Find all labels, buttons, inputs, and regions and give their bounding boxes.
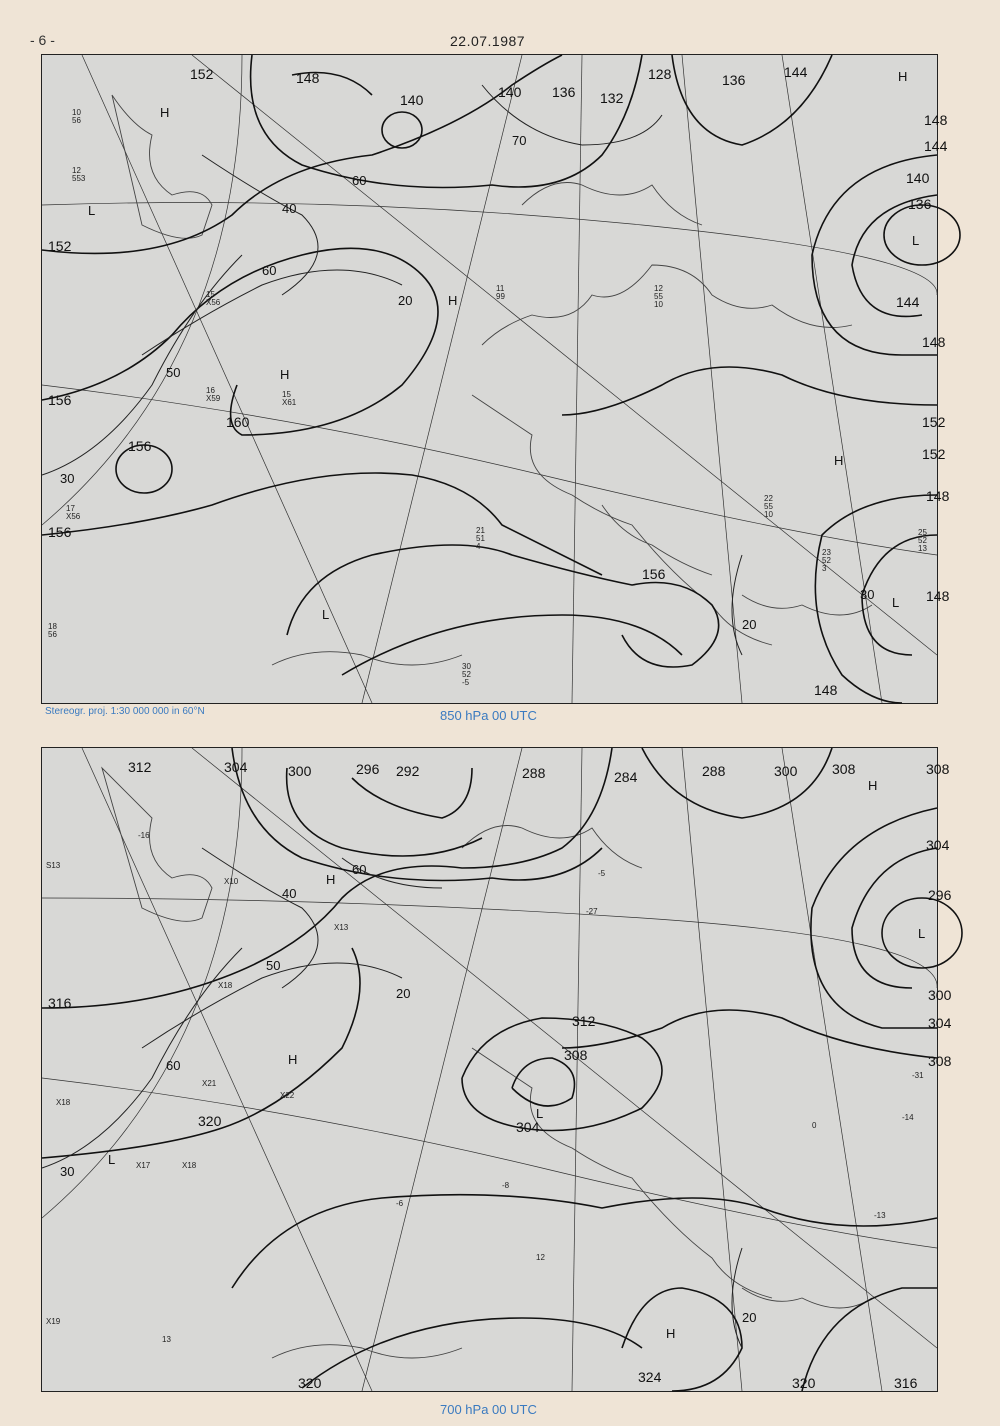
station-value: 23	[822, 548, 831, 557]
graticule-line	[362, 55, 522, 703]
isotherm-label: 20	[742, 1310, 757, 1325]
contour-line	[462, 1018, 662, 1131]
isotherm-label: 40	[282, 201, 297, 216]
contour-label: 144	[784, 64, 808, 80]
station-value: 553	[72, 174, 86, 183]
isotherm-line	[142, 270, 402, 355]
contour-label: 312	[128, 759, 152, 775]
graticule-line	[572, 55, 582, 703]
contour-label: 140	[400, 92, 424, 108]
contour-label: 300	[288, 763, 312, 779]
contour-label: 128	[648, 66, 672, 82]
coastline	[742, 1288, 872, 1308]
contour-label: 148	[922, 334, 946, 350]
station-value: 52	[918, 536, 927, 545]
station-value: -31	[912, 1071, 924, 1080]
contour-line	[642, 748, 832, 818]
station-value: 99	[496, 292, 505, 301]
isotherm-label: 20	[398, 293, 413, 308]
graticule-line	[82, 748, 372, 1391]
contour-label: 140	[906, 170, 930, 186]
station-value: -14	[902, 1113, 914, 1122]
isotherm-label: 30	[860, 587, 875, 602]
contour-line	[815, 495, 937, 703]
pressure-center-low: L	[88, 203, 96, 218]
isotherm-line	[732, 555, 742, 655]
contour-low	[884, 205, 960, 265]
station-value: 56	[72, 116, 81, 125]
contour-line	[562, 1010, 937, 1058]
station-value: 15	[282, 390, 291, 399]
isotherm-label: 30	[60, 471, 75, 486]
graticule-line	[42, 898, 937, 988]
station-value: 55	[764, 502, 773, 511]
contour-line	[302, 1318, 642, 1388]
contour-line	[287, 545, 719, 667]
isotherm-label: 50	[166, 365, 181, 380]
page-number: - 6 -	[30, 32, 55, 48]
station-value: 55	[654, 292, 663, 301]
contour-label: 144	[896, 294, 920, 310]
pressure-center-low: H	[326, 872, 336, 887]
page-date: 22.07.1987	[450, 33, 526, 49]
contour-label: 300	[928, 987, 952, 1003]
contour-label: 144	[924, 138, 948, 154]
graticule-line	[362, 748, 522, 1391]
contour-label: 320	[792, 1375, 816, 1391]
contour-label: 140	[498, 84, 522, 100]
contour-line	[342, 615, 682, 675]
contour-label: 152	[922, 414, 946, 430]
graticule-line	[42, 203, 937, 296]
pressure-center-high: H	[666, 1326, 676, 1341]
station-value: X18	[218, 981, 233, 990]
station-value: 17	[66, 504, 75, 513]
contour-label: 296	[928, 887, 952, 903]
pressure-center-low: L	[918, 926, 926, 941]
coastline	[462, 826, 642, 869]
contour-label: 132	[600, 90, 624, 106]
coastline	[272, 1345, 462, 1358]
isotherm-label: 20	[742, 617, 757, 632]
contour-line	[562, 367, 937, 415]
station-value: 4	[476, 542, 481, 551]
contour-label: 156	[128, 438, 152, 454]
contour-label: 152	[48, 238, 72, 254]
station-value: 18	[48, 622, 57, 631]
map-caption-700: 700 hPa 00 UTC	[440, 1402, 537, 1417]
station-value: 22	[764, 494, 773, 503]
contour-label: 156	[48, 392, 72, 408]
station-value: 0	[812, 1121, 817, 1130]
contour-line	[42, 248, 438, 435]
isotherm-label: 50	[266, 958, 281, 973]
contour-label: 156	[48, 524, 72, 540]
map-caption-850: 850 hPa 00 UTC	[440, 708, 537, 723]
contour-label: 148	[924, 112, 948, 128]
isotherm-label: 40	[282, 886, 297, 901]
station-value: 25	[918, 528, 927, 537]
graticule-line	[782, 55, 882, 703]
pressure-center-low: L	[892, 595, 900, 610]
isotherm-label: 70	[512, 133, 527, 148]
contour-label: 296	[356, 761, 380, 777]
pressure-center-low: L	[536, 1106, 544, 1121]
contour-label: 152	[922, 446, 946, 462]
graticule-line	[572, 748, 582, 1391]
station-value: 12	[72, 166, 81, 175]
pressure-center-high: H	[448, 293, 458, 308]
station-value: -5	[462, 678, 470, 687]
isotherm-label: 60	[352, 173, 367, 188]
station-value: X10	[224, 877, 239, 886]
contour-label: 288	[702, 763, 726, 779]
contour-label: 324	[638, 1369, 662, 1385]
contour-label: 304	[926, 837, 950, 853]
contour-line	[672, 55, 832, 145]
contour-label: 136	[722, 72, 746, 88]
station-value: -16	[138, 831, 150, 840]
station-value: X56	[66, 512, 81, 521]
isotherm-label: 20	[396, 986, 411, 1001]
map-850hpa	[41, 54, 950, 704]
station-value: 13	[162, 1335, 171, 1344]
contour-line	[512, 1058, 575, 1106]
station-value: -8	[502, 1181, 510, 1190]
station-value: X22	[280, 1091, 295, 1100]
station-value: 13	[918, 544, 927, 553]
coastline	[522, 183, 702, 226]
graticule-line	[682, 748, 742, 1391]
contour-label: 304	[516, 1119, 540, 1135]
graticule-line	[782, 748, 882, 1391]
contour-line	[232, 1195, 937, 1288]
pressure-center-high: H	[288, 1052, 298, 1067]
station-value: 10	[72, 108, 81, 117]
coastline	[742, 595, 872, 615]
station-value: S13	[46, 861, 61, 870]
contour-label: 304	[224, 759, 248, 775]
contour-label: 312	[572, 1013, 596, 1029]
contour-label: 136	[908, 196, 932, 212]
graticule-line	[42, 748, 242, 1218]
coastline	[272, 652, 462, 665]
station-value: -27	[586, 907, 598, 916]
pressure-center-high: H	[868, 778, 878, 793]
station-value: -13	[874, 1211, 886, 1220]
station-value: 10	[654, 300, 663, 309]
isotherm-label: 60	[166, 1058, 181, 1073]
contour-label: 156	[642, 566, 666, 582]
station-value: X19	[46, 1317, 61, 1326]
contour-label: 320	[198, 1113, 222, 1129]
contour-label: 292	[396, 763, 420, 779]
pressure-center-high: H	[160, 105, 170, 120]
station-value: 3	[822, 564, 827, 573]
isotherm-label: 60	[262, 263, 277, 278]
pressure-center-low: L	[912, 233, 920, 248]
station-value: X17	[136, 1161, 151, 1170]
contour-label: 308	[832, 761, 856, 777]
contour-label: 308	[926, 761, 950, 777]
station-value: 15	[206, 290, 215, 299]
contour-label: 288	[522, 765, 546, 781]
station-value: 52	[822, 556, 831, 565]
contour-label: 148	[926, 588, 950, 604]
pressure-center-high: H	[898, 69, 908, 84]
contour-label: 284	[614, 769, 638, 785]
contour-label: 320	[298, 1375, 322, 1391]
station-value: 11	[496, 284, 505, 293]
station-value: -6	[396, 1199, 404, 1208]
contour-line	[811, 808, 937, 1028]
isotherm-label: 30	[60, 1164, 75, 1179]
pressure-center-low: L	[322, 607, 330, 622]
station-value: 51	[476, 534, 485, 543]
contour-label: 300	[774, 763, 798, 779]
pressure-center-high: H	[834, 453, 844, 468]
station-value: 12	[536, 1253, 545, 1262]
station-value: X61	[282, 398, 297, 407]
coastline	[472, 1048, 772, 1298]
station-value: X18	[182, 1161, 197, 1170]
station-value: X18	[56, 1098, 71, 1107]
contour-label: 148	[296, 70, 320, 86]
contour-low	[382, 112, 422, 148]
contour-label: 316	[48, 995, 72, 1011]
contour-label: 304	[928, 1015, 952, 1031]
contour-label: 148	[814, 682, 838, 698]
station-value: 10	[764, 510, 773, 519]
map-700hpa	[41, 747, 952, 1392]
projection-note: Stereogr. proj. 1:30 000 000 in 60°N	[45, 706, 205, 717]
station-value: X21	[202, 1079, 217, 1088]
contour-label: 308	[928, 1053, 952, 1069]
pressure-center-low: L	[108, 1152, 116, 1167]
station-value: X59	[206, 394, 221, 403]
contour-label: 148	[926, 488, 950, 504]
station-value: 30	[462, 662, 471, 671]
graticule-line	[42, 1078, 937, 1248]
isotherm-line	[142, 963, 402, 1048]
station-value: X56	[206, 298, 221, 307]
contour-label: 316	[894, 1375, 918, 1391]
graticule-line	[42, 385, 937, 555]
station-value: -5	[598, 869, 606, 878]
pressure-center-high: H	[280, 367, 290, 382]
station-value: 52	[462, 670, 471, 679]
contour-label: 152	[190, 66, 214, 82]
station-value: 12	[654, 284, 663, 293]
coastline	[472, 395, 772, 645]
contour-label: 160	[226, 414, 250, 430]
station-value: 56	[48, 630, 57, 639]
contour-label: 136	[552, 84, 576, 100]
station-value: X13	[334, 923, 349, 932]
contour-label: 308	[564, 1047, 588, 1063]
isotherm-label: 60	[352, 862, 367, 877]
coastline	[602, 505, 712, 575]
station-value: 16	[206, 386, 215, 395]
station-value: 21	[476, 526, 485, 535]
